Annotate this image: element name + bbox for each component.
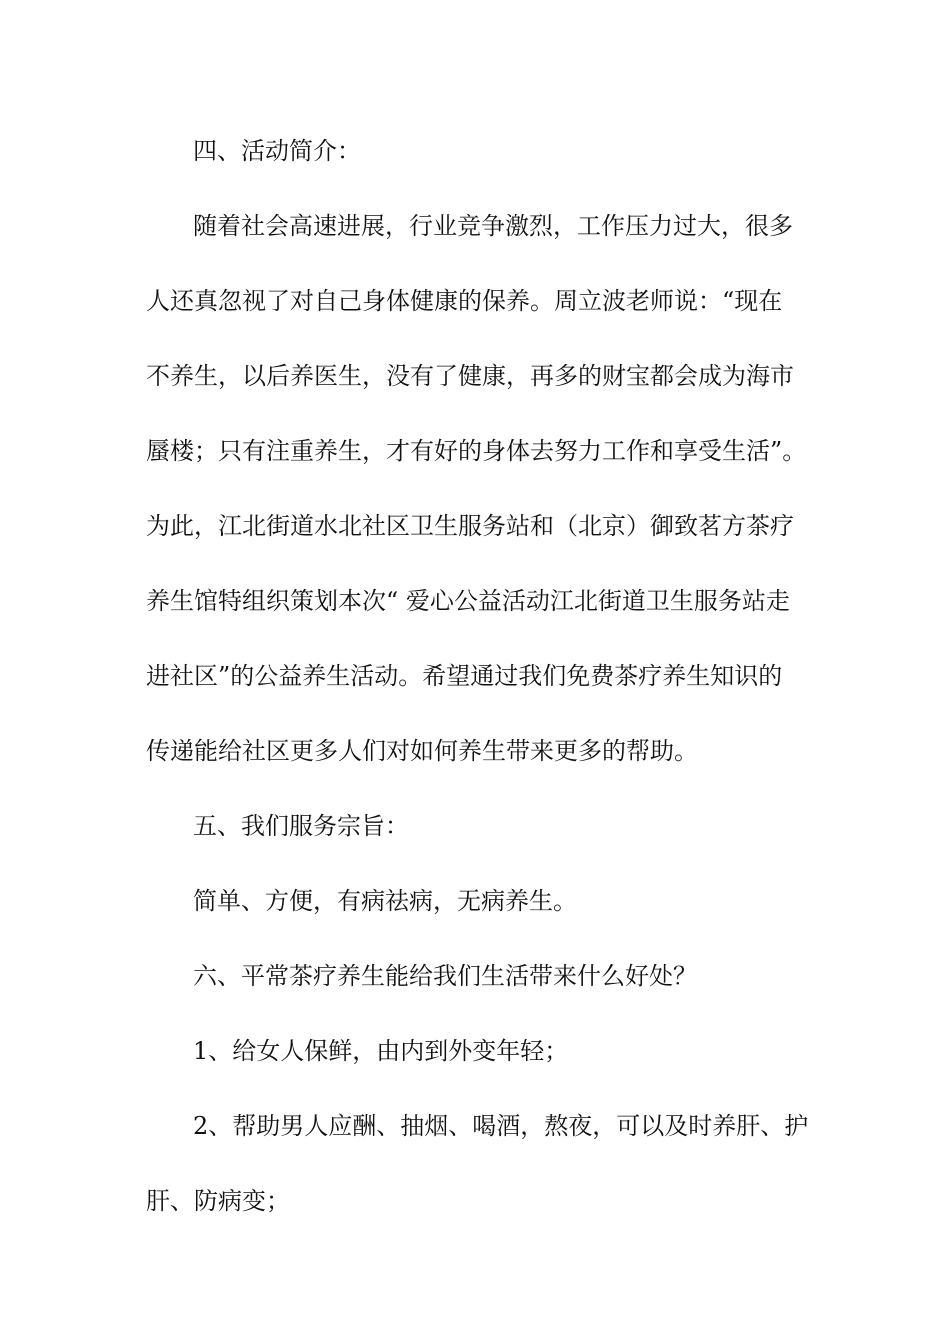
paragraph-line: 随着社会高速进展，行业竞争激烈，工作压力过大，很多 [193, 212, 793, 240]
section-heading-service-purpose: 五、我们服务宗旨： [193, 812, 409, 840]
paragraph-line: 简单、方便，有病祛病，无病养生。 [193, 887, 577, 915]
paragraph-line: 人还真忽视了对自己身体健康的保养。周立波老师说：“现在 [146, 287, 783, 315]
section-heading-benefits: 六、平常茶疗养生能给我们生活带来什么好处？ [193, 962, 697, 990]
paragraph-line: 传递能给社区更多人们对如何养生带来更多的帮助。 [146, 737, 698, 765]
paragraph-line: 进社区”的公益养生活动。希望通过我们免费茶疗养生知识的 [146, 662, 783, 690]
paragraph-line: 为此，江北街道水北社区卫生服务站和（北京）御致茗方茶疗 [146, 512, 794, 540]
paragraph-line: 不养生，以后养医生，没有了健康，再多的财宝都会成为海市 [146, 362, 794, 390]
section-heading-activity-intro: 四、活动简介： [193, 137, 361, 165]
list-item: 2、帮助男人应酬、抽烟、喝酒，熬夜，可以及时养肝、护 [193, 1112, 809, 1140]
list-item: 1、给女人保鲜，由内到外变年轻； [193, 1037, 569, 1065]
list-item-continuation: 肝、防病变； [146, 1187, 290, 1215]
paragraph-line: 养生馆特组织策划本次“ 爱心公益活动江北街道卫生服务站走 [146, 587, 790, 615]
paragraph-line: 蜃楼；只有注重养生，才有好的身体去努力工作和享受生活”。 [146, 437, 807, 465]
